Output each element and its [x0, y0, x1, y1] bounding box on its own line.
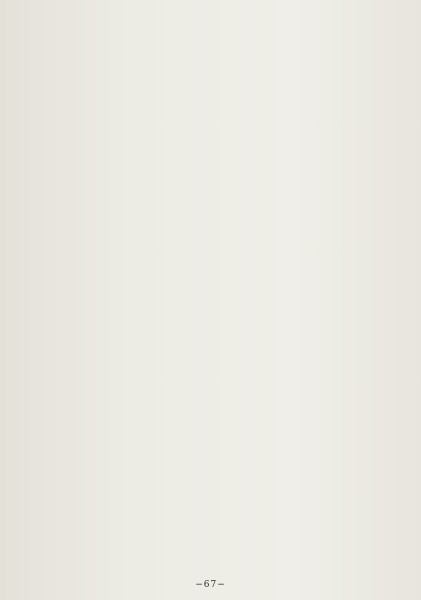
page-number: −67−	[195, 580, 226, 590]
